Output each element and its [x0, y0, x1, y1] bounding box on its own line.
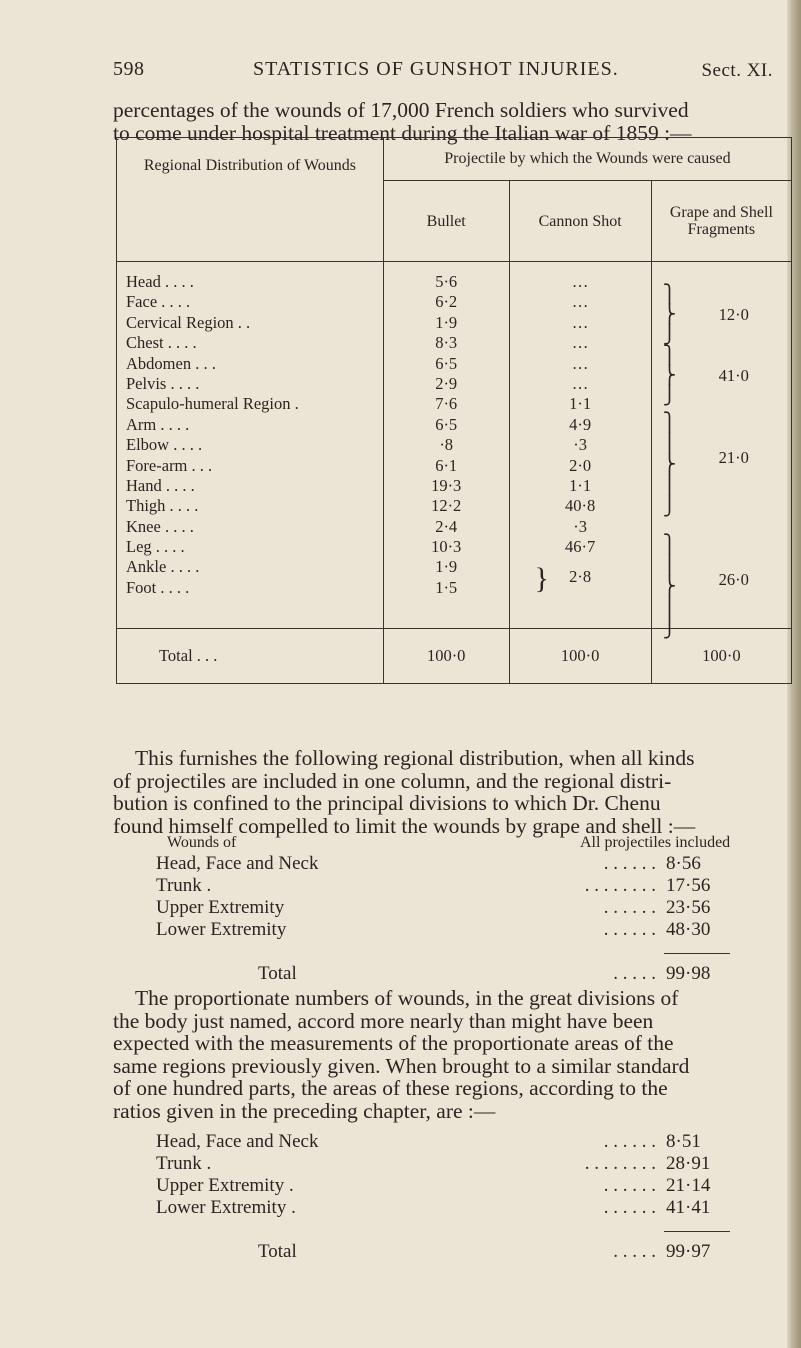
cannon-value: …	[571, 312, 589, 332]
cannon-value: …	[571, 333, 589, 353]
total-row	[156, 1241, 756, 1263]
row-value: 41·41	[666, 1197, 711, 1218]
region-header: Regional Distribution of Wounds	[117, 138, 384, 262]
region-label: Ankle . . . .	[126, 557, 200, 577]
bullet-value: 1·9	[435, 312, 458, 332]
wounds-caption: Wounds of	[167, 834, 237, 851]
section-label: Sect. XI.	[701, 60, 773, 81]
wounds-summary-table	[156, 853, 756, 985]
cannon-value: …	[571, 272, 589, 291]
table-row	[156, 853, 756, 875]
grape-value-upper: 21·0	[718, 448, 749, 467]
bullet-value: 6·5	[435, 414, 458, 434]
leader-dots: . . . . . .	[603, 1175, 656, 1196]
projectile-header: Projectile by which the Wounds were caused	[383, 138, 791, 181]
row-label: Head, Face and Neck	[156, 853, 319, 874]
leader-dots: . . . . . . . .	[584, 875, 656, 896]
leader-dots: . . . . . .	[603, 853, 656, 874]
bullet-column	[383, 262, 509, 629]
cannon-value: 46·7	[565, 537, 596, 557]
sum-rule	[664, 953, 730, 954]
text-line: of projectiles are included in one column, and the regional distri-	[113, 768, 672, 793]
grape-column	[651, 262, 791, 638]
table-row	[156, 919, 756, 941]
cannon-header: Cannon Shot	[509, 181, 651, 262]
row-label: Head, Face and Neck	[156, 1131, 319, 1152]
table-row	[156, 897, 756, 919]
brace-group-4: ⎫ ⎪ ⎬ ⎪ ⎭	[662, 534, 677, 638]
row-label: Upper Extremity .	[156, 1175, 294, 1196]
bullet-value: 10·3	[431, 537, 462, 557]
total-value: 99·97	[666, 1241, 711, 1262]
row-label: Trunk .	[156, 875, 212, 896]
total-grape: 100·0	[651, 629, 791, 684]
region-label: Scapulo-humeral Region .	[126, 394, 299, 414]
grape-value-trunk: 41·0	[718, 366, 749, 385]
sum-rule	[664, 1231, 730, 1232]
cannon-value: 1·1	[569, 394, 592, 414]
total-label: Total . . .	[117, 629, 384, 684]
region-label: Cervical Region . .	[126, 312, 251, 332]
cannon-value: 2·0	[569, 455, 592, 475]
row-label: Trunk .	[156, 1153, 212, 1174]
table-row	[156, 1153, 756, 1175]
cannon-value	[511, 557, 650, 596]
leader-dots: . . . . . .	[603, 897, 656, 918]
cannon-value: …	[571, 353, 589, 373]
region-label: Thigh . . . .	[126, 496, 199, 516]
comparison-paragraph	[113, 987, 785, 1122]
row-label: Upper Extremity	[156, 897, 285, 918]
running-title: STATISTICS OF GUNSHOT INJURIES.	[253, 58, 619, 80]
table-row	[156, 1175, 756, 1197]
table-row	[156, 875, 756, 897]
bullet-value: 12·2	[431, 496, 462, 516]
row-value: 23·56	[666, 897, 711, 918]
leader-dots: . . . . . .	[603, 1197, 656, 1218]
row-value: 17·56	[666, 875, 711, 896]
bullet-value: 7·6	[435, 394, 458, 414]
bullet-value: 5·6	[435, 272, 458, 291]
bullet-value: 6·1	[435, 455, 458, 475]
text-line: found himself compelled to limit the wounds by grape and shell :—	[113, 813, 696, 838]
leader-dots: . . . . .	[613, 1241, 656, 1262]
text-line: This furnishes the following regional distribution, when all kinds	[135, 746, 695, 770]
text-line: the body just named, accord more nearly than might have been	[113, 1008, 654, 1033]
text-line: expected with the measurements of the proportionate areas of the	[113, 1031, 674, 1055]
page-number: 598	[113, 58, 145, 80]
bullet-value: 8·3	[435, 333, 458, 353]
bullet-value: ·8	[439, 435, 454, 455]
region-label: Pelvis . . . .	[126, 373, 200, 393]
bullet-value: 6·2	[435, 292, 458, 312]
text-line: bution is confined to the principal divisions to which Dr. Chenu	[113, 791, 661, 815]
cannon-value: 40·8	[565, 496, 596, 516]
row-value: 8·51	[666, 1131, 701, 1152]
grape-value-lower: 26·0	[718, 570, 749, 589]
region-label: Face . . . .	[126, 292, 191, 312]
row-value: 8·56	[666, 853, 701, 874]
row-label: Lower Extremity .	[156, 1197, 296, 1218]
region-label: Hand . . . .	[126, 475, 195, 495]
page-header	[113, 58, 773, 88]
region-column	[117, 262, 384, 629]
row-value: 48·30	[666, 919, 711, 940]
summary-paragraph	[113, 747, 785, 837]
region-label: Abdomen . . .	[126, 353, 216, 373]
text-line: of one hundred parts, the areas of these regions, according to the	[113, 1076, 668, 1100]
brace-group-3: ⎫ ⎪ ⎬ ⎪ ⎭	[662, 412, 677, 516]
bullet-value: 1·5	[435, 577, 458, 597]
total-cannon: 100·0	[509, 629, 651, 684]
total-label: Total	[258, 1241, 297, 1262]
row-value: 21·14	[666, 1175, 711, 1196]
areas-table	[156, 1131, 756, 1263]
leader-dots: . . . . . . . .	[584, 1153, 656, 1174]
cannon-ankle-foot-value: 2·8	[569, 567, 592, 587]
row-value: 28·91	[666, 1153, 711, 1174]
region-label: Fore-arm . . .	[126, 455, 213, 475]
text-line: ratios given in the preceding chapter, are :—	[113, 1098, 496, 1123]
table-row	[156, 1131, 756, 1153]
bullet-header: Bullet	[383, 181, 509, 262]
grape-value-head: 12·0	[718, 305, 749, 324]
text-line: same regions previously given. When brought to a similar standard	[113, 1053, 690, 1078]
brace-ankle-foot: }	[534, 562, 549, 596]
region-label: Chest . . . .	[126, 333, 197, 353]
leader-dots: . . . . . .	[603, 919, 656, 940]
region-label: Foot . . . .	[126, 577, 190, 597]
text-line: The proportionate numbers of wounds, in the great divisions of	[135, 986, 679, 1010]
cannon-column	[509, 262, 651, 629]
bullet-value: 19·3	[431, 475, 462, 495]
cannon-value: …	[571, 292, 589, 312]
cannon-value: ·3	[573, 435, 588, 455]
text-line: to come under hospital treatment during the Italian war of 1859 :—	[113, 120, 692, 145]
total-bullet: 100·0	[383, 629, 509, 684]
brace-group-1: ⎫ ⎬ ⎭	[662, 284, 677, 344]
cannon-value: 4·9	[569, 414, 592, 434]
table-row	[156, 1197, 756, 1219]
bullet-value: 2·4	[435, 516, 458, 536]
bullet-value: 6·5	[435, 353, 458, 373]
brace-group-2: ⎫ ⎬ ⎭	[662, 345, 677, 405]
row-label: Lower Extremity	[156, 919, 287, 940]
region-label: Head . . . .	[126, 272, 194, 291]
bullet-value: 1·9	[435, 557, 458, 577]
grape-header: Grape and Shell Fragments	[651, 181, 791, 262]
total-value: 99·98	[666, 963, 711, 984]
total-row	[156, 963, 756, 985]
region-label: Elbow . . . .	[126, 435, 203, 455]
cannon-value: …	[571, 373, 589, 393]
cannon-value: ·3	[573, 516, 588, 536]
region-label: Knee . . . .	[126, 516, 194, 536]
projectiles-caption: All projectiles included	[580, 834, 731, 851]
text-line: percentages of the wounds of 17,000 French soldiers who survived	[113, 98, 689, 122]
leader-dots: . . . . .	[613, 963, 656, 984]
region-label: Leg . . . .	[126, 537, 185, 557]
region-label: Arm . . . .	[126, 414, 190, 434]
bullet-value: 2·9	[435, 373, 458, 393]
total-label: Total	[258, 963, 297, 984]
leader-dots: . . . . . .	[603, 1131, 656, 1152]
wound-distribution-table	[116, 137, 792, 684]
cannon-value: 1·1	[569, 475, 592, 495]
